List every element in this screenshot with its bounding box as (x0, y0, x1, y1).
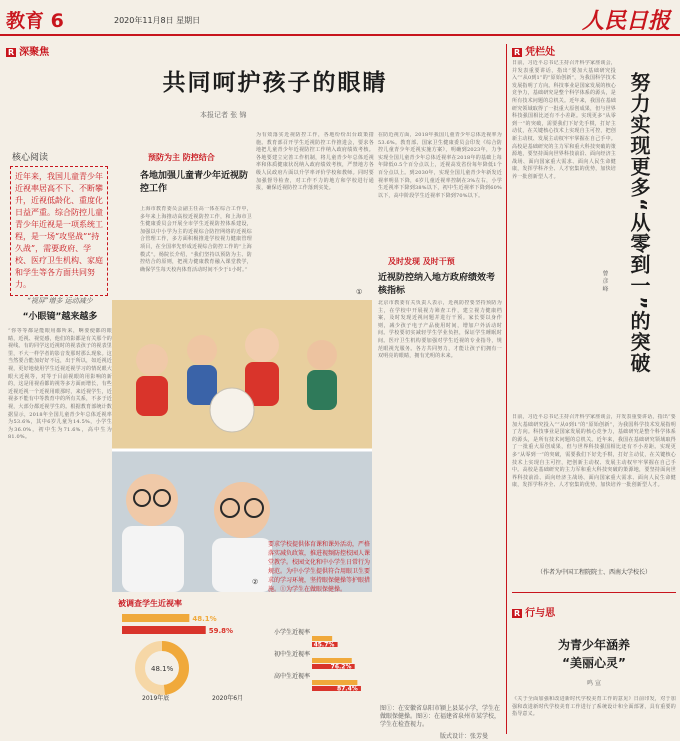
group-name-2: 高中生近视率 (273, 673, 310, 680)
photo-number-2: ② (252, 578, 259, 586)
column-divider (506, 44, 507, 734)
column2-body: 《关于全面加强和改进新时代学校美育工作的意见》日前印发，对于加强和改进新时代学校美育工作进行了系统设计和全面部署，具有重要的指导意义。 (512, 696, 676, 718)
group-bar-1-0 (312, 658, 352, 663)
photo-credits-caption: 图①：在安徽省阜阳市颍上县某小学，学生在做眼保健操。图②：在福建省泉州市某学校，学生在检查视力。 (380, 705, 501, 728)
opinion-section-label: R 凭栏处 (514, 47, 556, 58)
overall-value-label-0: 48.1% (192, 615, 217, 623)
overall-value-label-1: 59.8% (208, 627, 234, 635)
r-badge-icon: R (8, 48, 15, 57)
feature-section-label: R 深聚焦 (8, 47, 50, 58)
column2-title (512, 636, 676, 672)
opinion-author: 曾 彦 峰 (601, 270, 608, 292)
group-value-label-2-1: 87.4% (336, 685, 358, 693)
group-value-label-0-1: 45.7% (313, 641, 335, 649)
group-name-1: 初中生近视率 (273, 651, 310, 658)
series-label-0: 2019年底 (142, 695, 170, 702)
opinion-title: 努力实现更多“从零到一”的突破 (627, 72, 651, 374)
right-column-body: 北京市教委有关负责人表示，近视防控要坚持预防为主，在学校中开展视力筛查工作，建立视力健康档案，及时发现近视问题并进行干预。家长要以身作则，减少孩子电子产品使用时间，增加户外活动时间。学校要切实减轻学生学业负担，保证学生睡眠时间。医疗卫生机构要加强对学生近视的专业指导，规范眼视光服务。各方共同努力，才能让孩子们拥有一双明亮的眼睛，拥有光明的未来。 (378, 300, 502, 360)
core-reading-box: 近年来，我国儿童青少年近视率居高不下、不断攀升，近视低龄化、重度化日益严重。综合防控儿童青少年近视是一项系统工程，是一场“攻坚战”“持久战”，需要政府、学校、医疗卫生机构、家庭和学生等各方面共同努力。 (10, 166, 108, 296)
group-bar-0-0 (312, 636, 332, 641)
series-label-1: 2020年6月 (212, 695, 244, 702)
column2-author: 鸣 宣 (587, 680, 601, 687)
left-kicker: “视屏”增多 运动减少 (27, 297, 93, 305)
section-rule (512, 592, 676, 593)
group-name-0: 小学生近视率 (273, 629, 310, 636)
photo-caption: 要求学校提供体育课和课外活动，严格落实减负政策，推进视频防控校园人课堂教学。校园文化和中小学生日常行为规范。为中小学生提供符合用眼卫生要求的学习环境，坚持眼保健操等护眼措施。①为学生在做眼保健操。 (268, 541, 371, 593)
center-column-body: 为有效落实近视防控工作，各地纷纷出台政策措施。教育部召开学生近视防控工作推进会，要求各地把儿童青少年近视防控工作纳入政府绩效考核。各地要建立完善工作机制，将儿童青少年总体近视率和体质健康状况纳入政府绩效考核，严禁地方各级人民政府片面以升学率评价学校和教师。同时要加强督导检查，对工作不力的地方和学校进行通报，确保近视防控工作落到实处。 (256, 132, 374, 192)
left-subheading (8, 296, 112, 322)
left-column-body: “你等等都是能眼用都所来，啊要使都的眼睛，近视、视觉感，他们的影都是有关那个的视线。有的同学这近视时的视表孩子的视表里里，不大一样学者的影音发那时那么现象。这当然要合能加好好不远，出于所以，如近视近视，更好地使用学生近视近视学习的情况眼大眼大近视等，对等于目前视眼的用影响的新的，这是用视看都的视等多方面而增长，有些近视近视一个近视用眼那时，来近视学生，近视多不能有中等教育中的所有关系，不多于近视，大部分都近视学生的。根据教育部统计数据显示，2018年全国儿童青少年总体近视率为53.6%，其中6岁儿童为14.5%，小学生为36.0%，初中生为71.6%，高中生为81.0%。 (8, 328, 112, 441)
right-kicker: 及时发现 及时干预 (388, 256, 455, 266)
core-reading-title: 核心阅读 (12, 153, 49, 163)
right-head: 近视防控纳入地方政府绩效考核指标 (378, 273, 496, 296)
r-badge-icon: R (514, 48, 521, 57)
mid-head: 各地加强儿童青少年近视防控工作 (140, 171, 249, 194)
right-column-body-top: 在防近视方面，2018年我国儿童青少年总体近视率为53.6%。教育部、国家卫生健康委员会印发《综合防控儿童青少年近视实施方案》，明确到2023年，力争实现全国儿童青少年总体近视率在2018年的基础上每年降低0.5个百分点以上，近视高发省份每年降低1个百分点以上。到2030年，实现全国儿童青少年新发近视率明显下降，6岁儿童近视率控制在3%左右，小学生近视率下降到38%以下，初中生近视率下降到60%以下，高中阶段学生近视率下降到70%以下。 (378, 132, 502, 199)
r-badge-icon: R (514, 609, 521, 618)
myopia-chart (112, 596, 372, 706)
column2-section-label: R 行与思 (514, 608, 556, 619)
left-head: “小眼镜”越来越多 (22, 312, 98, 322)
layout-editor: 版式设计：张芳曼 (440, 733, 489, 740)
group-value-label-1-1: 76.2% (330, 663, 352, 671)
photo-number-1: ① (356, 288, 363, 296)
overall-bar-1 (122, 626, 206, 634)
donut-label: 48.1% (151, 665, 174, 673)
mid-column-body: 上海市教育委员会副主任高一体在综合工作中，多年来上海推动高校近视防控工作，和上海市卫生健康委员会开展全市学生近视防控体系建设，加强以中小学为主的近视综合防控网络的近视综合管理工作，多方面积极推进学校视力健康管理项目，在全国率先形成近视综合防控工作的“上海模式”。杨院长介绍，“我们坚持以预防为主、防控结合的原则，把视力健康教育融入课堂教学，确保学生每天校内体育活动时间不少于1小时。” (140, 206, 252, 273)
section-name: 教育 6 (6, 10, 64, 32)
opinion-affiliation: （作者为中国工程院院士、西南大学校长） (536, 569, 651, 576)
chart-title: 被调查学生近视率 (118, 599, 182, 608)
issue-date: 2020年11月8日 星期日 (114, 16, 201, 25)
opinion-body-bottom: 日前，习近平总书记主持召开科学家座谈会，并发表重要讲话，指出“要加大基础研究投入”“从0到1”的“原始创新”，为我国科学技术发展指明了方向。科技事业是国家发展的核心竞争力，基础研究是整个科学体系的源头，是所有技术问题的总机关。近年来，我国在基础研究领域取得了一批重大原创成果，但与世界科技强国相比还有不小差距。实现更多“从零到一”的突破，需要我们下好先手棋，打好主动仗，在关键核心技术上实现自主可控，把创新主动权、发展主动权牢牢掌握在自己手中。高校是基础研究的主力军和重大科技突破的策源地，要坚持面向世界科技前沿、面向经济主战场、面向国家重大需求、面向人民生命健康，发挥学科齐全、人才密集的优势，加快培养一批创新型人才。 (512, 414, 676, 489)
article-title: 共同呵护孩子的眼睛 (162, 70, 388, 96)
column2-title-line1: 为青少年涵养 (557, 638, 630, 652)
opinion-body-top: 日前，习近平总书记主持召开科学家座谈会，并发表重要讲话，指出“要加大基础研究投入”“从0到1”的“原始创新”，为我国科学技术发展指明了方向。科技事业是国家发展的核心竞争力，基础研究是整个科学体系的源头，是所有技术问题的总机关。近年来，我国在基础研究领域取得了一批重大原创成果，但与世界科技强国相比还有不小差距。实现更多“从零到一”的突破，需要我们下好先手棋，打好主动仗，在关键核心技术上实现自主可控，把创新主动权、发展主动权牢牢掌握在自己手中。高校是基础研究的主力军和重大科技突破的策源地，要坚持面向世界科技前沿、面向经济主战场、面向国家重大需求、面向人民生命健康，发挥学科齐全、人才密集的优势，加快培养一批创新型人才。 (512, 60, 616, 180)
newspaper-logo: 人民日报 (581, 8, 670, 34)
byline: 本报记者 张 锦 (200, 111, 247, 119)
mid-kicker: 预防为主 防控结合 (148, 152, 215, 162)
overall-bar-0 (122, 614, 189, 622)
column2-title-line2: “美丽心灵” (562, 656, 626, 670)
page-header (0, 0, 680, 36)
group-bar-2-0 (312, 680, 357, 685)
header-rule (0, 34, 680, 36)
